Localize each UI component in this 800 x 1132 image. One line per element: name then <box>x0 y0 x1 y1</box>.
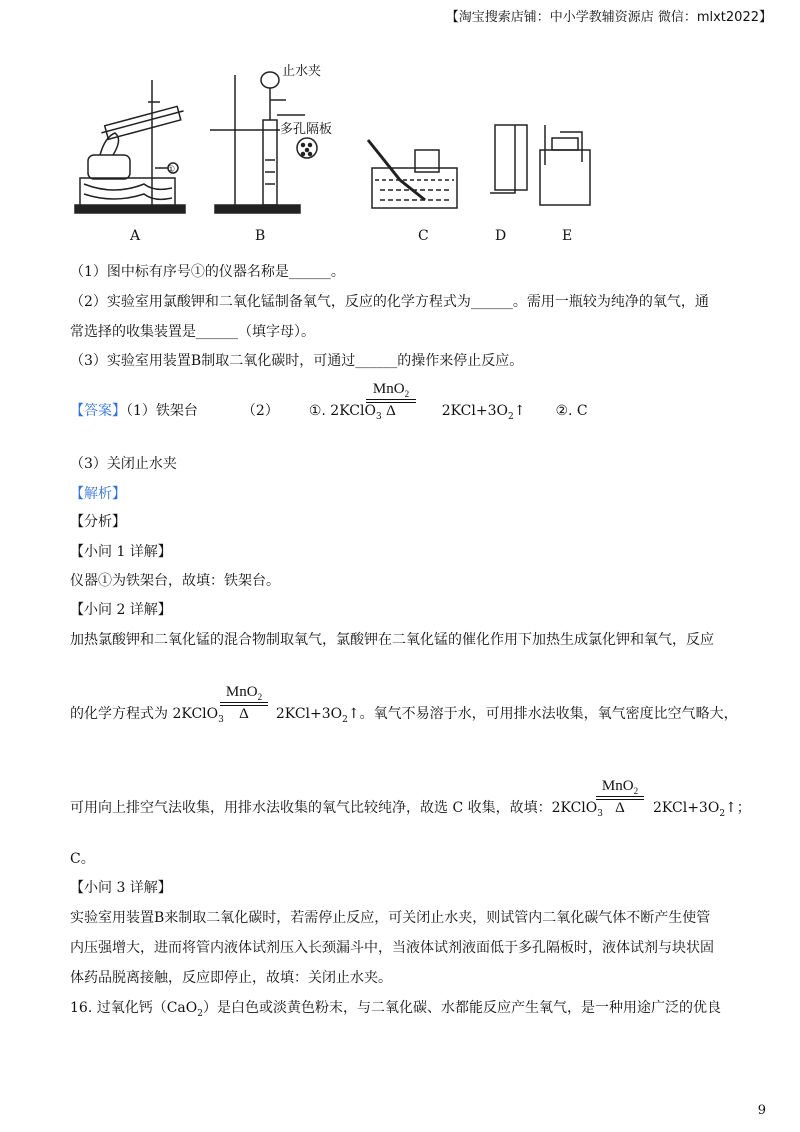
sub-3-line-2: 内压强增大，进而将管内液体试剂压入长颈漏斗中，当液体试剂液面低于多孔隔板时，液体试剂与块状固 <box>70 940 714 956</box>
plate-label: 多孔隔板 <box>280 122 333 137</box>
clamp-label: 止水夹 <box>282 64 322 79</box>
apparatus-e <box>540 125 590 205</box>
next-question: 16. 过氧化钙（CaO$_2$）是白色或淡黄色粉末，与二氧化碳、水都能反应产生氧气，是一种用途广泛的优良 <box>70 1000 721 1019</box>
sub-2-line-1: 加热氯酸钾和二氧化锰的混合物制取氧气，氯酸钾在二氧化锰的催化作用下加热生成氯化钾和氧气，反应 <box>70 632 714 648</box>
question-2-line-1: （2）实验室用氯酸钾和二氧化锰制备氧气，反应的化学方程式为______。需用一瓶较为纯净的氧气，通 <box>70 294 709 310</box>
sub-2-line-3: 可用向上排空气法收集，用排水法收集的氧气比较纯净，故选 C 收集，故填：2KClO$_3$ $2KCl+3O_2↑$； <box>70 800 751 819</box>
apparatus-a <box>75 80 185 213</box>
sub-2-condition-1: MnO$_2$ Δ <box>220 684 268 723</box>
answer-part-1: （1）铁架台 <box>126 403 198 419</box>
question-2-line-2: 常选择的收集装置是______（填字母）。 <box>70 324 315 340</box>
sub-1-heading: 【小问 1 详解】 <box>70 544 172 560</box>
answer-line: 【答案】（1）铁架台 （2） ①. 2KClO$_3$ $2KCl+3O_2↑$ ②. C <box>70 403 588 422</box>
label-d: D <box>495 228 507 244</box>
label-c: C <box>418 228 429 244</box>
question-1: （1）图中标有序号①的仪器名称是______。 <box>70 264 345 280</box>
sub-2-condition-2: MnO$_2$ Δ <box>596 778 644 817</box>
apparatus-figure <box>70 60 630 250</box>
answer-sub-1: ①. 2KClO <box>308 403 376 419</box>
sub-3-line-3: 体药品脱离接触，反应即停止，故填：关闭止水夹。 <box>70 970 392 986</box>
sub-3-line-1: 实验室用装置B来制取二氧化碳时，若需停止反应，可关闭止水夹，则试管内二氧化碳气体不断产生使管 <box>70 910 711 926</box>
answer-part-3: （3）关闭止水夹 <box>70 456 177 472</box>
apparatus-b <box>210 72 317 213</box>
header-note: 【淘宝搜索店铺：中小学教辅资源店 微信：mlxt2022】 <box>445 10 772 25</box>
label-a: A <box>130 228 141 244</box>
apparatus-d <box>490 125 527 193</box>
answer-sub-2: ②. C <box>555 403 588 419</box>
label-e: E <box>562 228 573 244</box>
label-b: B <box>255 228 266 244</box>
analysis-fenxi: 【分析】 <box>70 514 126 530</box>
sub-1-body: 仪器①为铁架台，故填：铁架台。 <box>70 573 280 589</box>
answer-tag: 【答案】 <box>70 403 126 419</box>
page-number: 9 <box>757 1103 766 1118</box>
sub-2-heading: 【小问 2 详解】 <box>70 602 172 618</box>
sub-3-heading: 【小问 3 详解】 <box>70 880 172 896</box>
answer-sub-1-tail: 2KCl+3O <box>441 403 508 419</box>
answer-condition: MnO$_2$ Δ <box>366 381 416 420</box>
sub-2-line-2: 的化学方程式为 2KClO$_3$ $2KCl+3O_2↑$。氧气不易溶于水，可用排水法收集，氧气密度比空气略大， <box>70 706 738 725</box>
apparatus-c <box>368 140 457 208</box>
analysis-tag: 【解析】 <box>70 486 126 502</box>
sub-2-line-4: C。 <box>70 851 95 867</box>
answer-part-2: （2） <box>241 403 279 419</box>
circle-one-label: ① <box>167 165 176 175</box>
question-3: （3）实验室用装置B制取二氧化碳时，可通过______的操作来停止反应。 <box>70 353 524 369</box>
